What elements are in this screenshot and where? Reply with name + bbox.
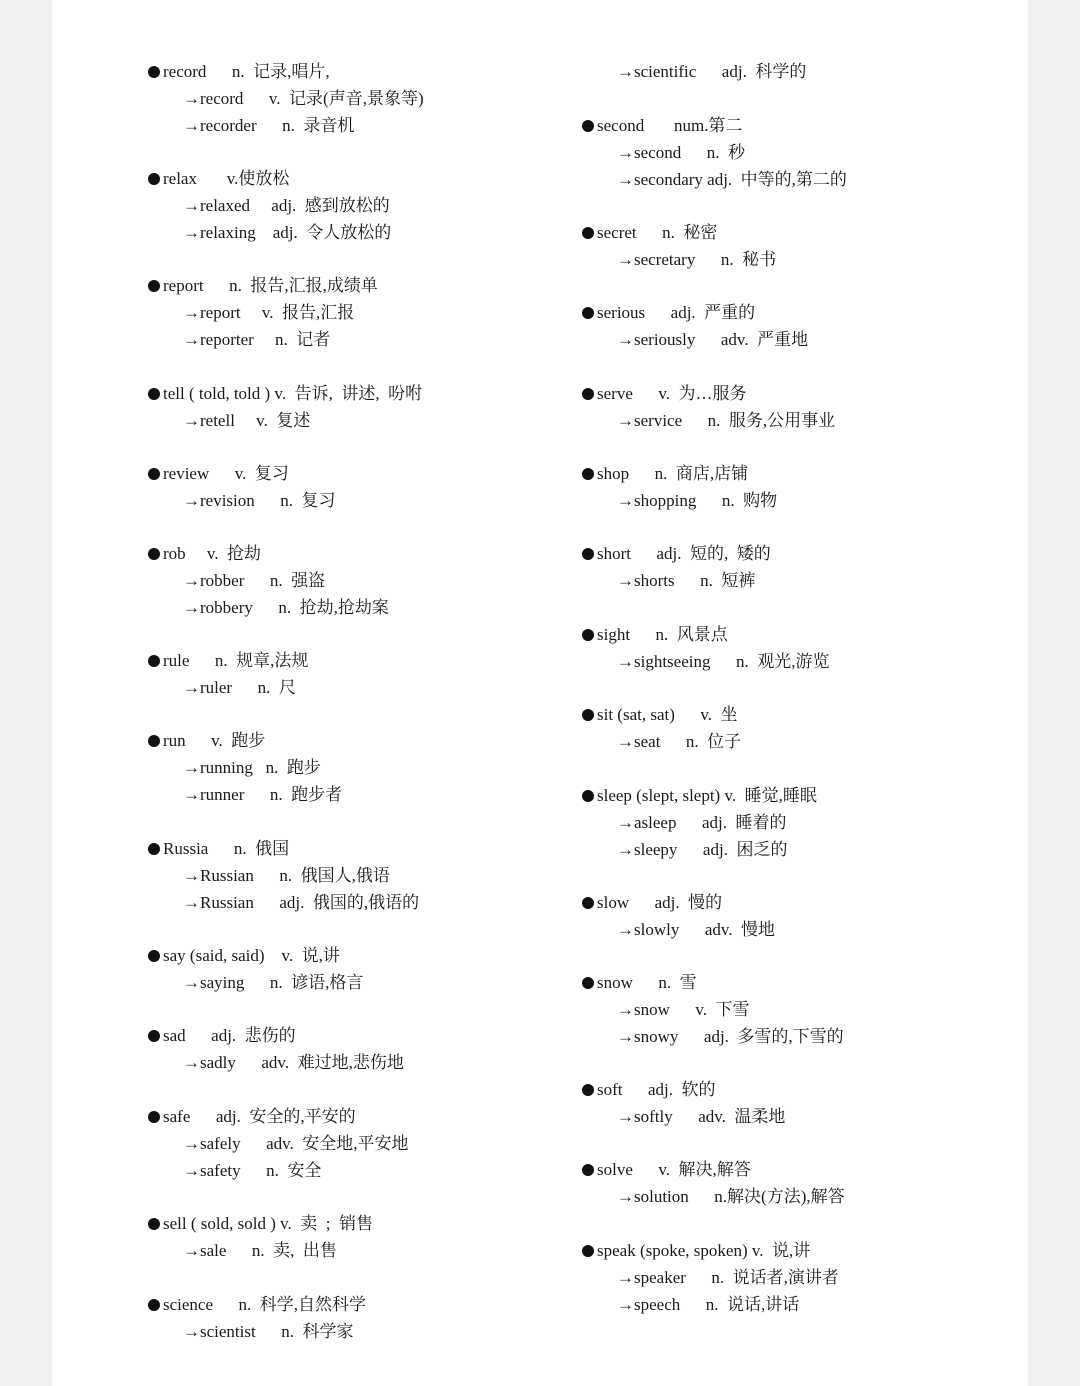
bullet-icon [148, 735, 160, 747]
entry-headword-line [148, 835, 568, 862]
entry-headword-line [582, 1237, 1002, 1264]
vocab-entry-rule [148, 647, 568, 701]
derived-word: →shopping n. 购物 [617, 491, 778, 510]
entry-headword-line [148, 1210, 568, 1237]
bullet-icon [582, 548, 594, 560]
entry-headword: sight n. 风景点 [597, 625, 728, 644]
vocab-entry-sit [582, 701, 1002, 755]
derived-word: →safety n. 安全 [183, 1161, 322, 1180]
bullet-icon [582, 307, 594, 319]
entry-headword: rob v. 抢劫 [163, 544, 262, 563]
bullet-icon [582, 227, 594, 239]
bullet-icon [148, 66, 160, 78]
entry-headword-line [582, 540, 1002, 567]
entry-headword: review v. 复习 [163, 464, 289, 483]
vocab-entry-speak [582, 1237, 1002, 1318]
vocab-entry-russia [148, 835, 568, 916]
entry-headword-line [582, 701, 1002, 728]
bullet-icon [148, 1111, 160, 1123]
derived-word: →safely adv. 安全地,平安地 [183, 1134, 409, 1153]
bullet-icon [148, 655, 160, 667]
bullet-icon [148, 1218, 160, 1230]
entry-headword-line [148, 1103, 568, 1130]
entry-headword-line [582, 219, 1002, 246]
vocab-entry-say [148, 942, 568, 996]
entry-headword-line [582, 380, 1002, 407]
bullet-icon [148, 843, 160, 855]
entry-headword: serve v. 为…服务 [597, 384, 747, 403]
entry-headword-line [148, 540, 568, 567]
entry-headword: slow adj. 慢的 [597, 893, 723, 912]
derived-word: →sadly adv. 难过地,悲伤地 [183, 1053, 404, 1072]
entry-headword-line [582, 782, 1002, 809]
vocab-entry-safe [148, 1103, 568, 1184]
derived-word: →shorts n. 短裤 [617, 571, 756, 590]
vocab-entry-review [148, 460, 568, 514]
entry-headword: say (said, said) v. 说,讲 [163, 946, 340, 965]
bullet-icon [148, 173, 160, 185]
entry-headword: sad adj. 悲伤的 [163, 1026, 296, 1045]
bullet-icon [582, 1245, 594, 1257]
derived-word: →sale n. 卖, 出售 [183, 1241, 337, 1260]
bullet-icon [148, 280, 160, 292]
derived-word: →recorder n. 录音机 [183, 116, 355, 135]
entry-headword: short adj. 短的, 矮的 [597, 544, 771, 563]
vocab-entry-sleep [582, 782, 1002, 863]
derived-word: →runner n. 跑步者 [183, 785, 343, 804]
entry-headword: snow n. 雪 [597, 973, 697, 992]
derived-word: →running n. 跑步 [183, 758, 321, 777]
vocab-entry-shop [582, 460, 1002, 514]
entry-headword: sleep (slept, slept) v. 睡觉,睡眠 [597, 786, 817, 805]
vocab-entry-scientific-continued [582, 58, 1002, 85]
entry-headword: sit (sat, sat) v. 坐 [597, 705, 738, 724]
entry-headword: secret n. 秘密 [597, 223, 718, 242]
derived-word: →service n. 服务,公用事业 [617, 411, 836, 430]
entry-headword: shop n. 商店,店铺 [597, 464, 749, 483]
derived-word: →secretary n. 秘书 [617, 250, 777, 269]
entry-headword-line [582, 969, 1002, 996]
derived-word: →revision n. 复习 [183, 491, 336, 510]
entry-headword: solve v. 解决,解答 [597, 1160, 751, 1179]
vocab-entry-short [582, 540, 1002, 594]
bullet-icon [582, 629, 594, 641]
entry-headword-line [148, 1022, 568, 1049]
bullet-icon [582, 897, 594, 909]
bullet-icon [148, 388, 160, 400]
entry-headword: rule n. 规章,法规 [163, 651, 309, 670]
vocab-entry-second [582, 112, 1002, 193]
entry-headword: Russia n. 俄国 [163, 839, 290, 858]
vocab-entry-relax [148, 165, 568, 246]
vocab-entry-solve [582, 1156, 1002, 1210]
vocab-entry-slow [582, 889, 1002, 943]
derived-word: →second n. 秒 [617, 143, 745, 162]
derived-word: →softly adv. 温柔地 [617, 1107, 786, 1126]
entry-headword-line [148, 58, 568, 85]
derived-word: →Russian adj. 俄国的,俄语的 [183, 893, 420, 912]
derived-word: →scientific adj. 科学的 [617, 62, 807, 81]
bullet-icon [148, 1030, 160, 1042]
derived-word: →secondary adj. 中等的,第二的 [617, 170, 847, 189]
derived-word: →retell v. 复述 [183, 411, 311, 430]
bullet-icon [582, 977, 594, 989]
entry-headword: sell ( sold, sold ) v. 卖 ; 销售 [163, 1214, 373, 1233]
derived-word: →sleepy adj. 困乏的 [617, 840, 788, 859]
derived-word: →snowy adj. 多雪的,下雪的 [617, 1027, 844, 1046]
entry-headword-line [582, 1156, 1002, 1183]
vocab-entry-soft [582, 1076, 1002, 1130]
entry-headword: relax v.使放松 [163, 169, 290, 188]
vocab-entry-report [148, 272, 568, 353]
entry-headword: speak (spoke, spoken) v. 说,讲 [597, 1241, 811, 1260]
bullet-icon [582, 388, 594, 400]
vocab-entry-record [148, 58, 568, 139]
vocab-entry-snow [582, 969, 1002, 1050]
entry-headword: tell ( told, told ) v. 告诉, 讲述, 吩咐 [163, 384, 423, 403]
derived-word: →solution n.解决(方法),解答 [617, 1187, 845, 1206]
vocab-entry-serve [582, 380, 1002, 434]
bullet-icon [582, 120, 594, 132]
derived-word: →seat n. 位子 [617, 732, 742, 751]
derived-word: →sightseeing n. 观光,游览 [617, 652, 830, 671]
entry-headword-line [148, 1291, 568, 1318]
vocab-entry-science [148, 1291, 568, 1345]
vocab-entry-serious [582, 299, 1002, 353]
entry-headword: science n. 科学,自然科学 [163, 1295, 367, 1314]
derived-word: →robbery n. 抢劫,抢劫案 [183, 598, 389, 617]
entry-headword-line [148, 647, 568, 674]
entry-headword-line [148, 380, 568, 407]
derived-word: →relaxed adj. 感到放松的 [183, 196, 390, 215]
derived-word: →record v. 记录(声音,景象等) [183, 89, 424, 108]
entry-headword-line [582, 460, 1002, 487]
bullet-icon [148, 468, 160, 480]
entry-headword: second num.第二 [597, 116, 743, 135]
derived-word: →speaker n. 说话者,演讲者 [617, 1268, 839, 1287]
derived-word: →saying n. 谚语,格言 [183, 973, 364, 992]
entry-headword: safe adj. 安全的,平安的 [163, 1107, 356, 1126]
derived-word: →snow v. 下雪 [617, 1000, 750, 1019]
derived-word: →slowly adv. 慢地 [617, 920, 776, 939]
bullet-icon [148, 1299, 160, 1311]
entry-headword: report n. 报告,汇报,成绩单 [163, 276, 378, 295]
bullet-icon [582, 709, 594, 721]
derived-word: →seriously adv. 严重地 [617, 330, 809, 349]
bullet-icon [582, 1164, 594, 1176]
entry-headword: serious adj. 严重的 [597, 303, 756, 322]
derived-word: →Russian n. 俄国人,俄语 [183, 866, 390, 885]
derived-word: →report v. 报告,汇报 [183, 303, 355, 322]
entry-headword-line [148, 272, 568, 299]
derived-word: →robber n. 强盗 [183, 571, 326, 590]
derived-word: →relaxing adj. 令人放松的 [183, 223, 392, 242]
entry-headword-line [148, 727, 568, 754]
entry-headword-line [582, 299, 1002, 326]
entry-headword-line [582, 621, 1002, 648]
vocab-entry-rob [148, 540, 568, 621]
entry-headword-line [148, 942, 568, 969]
entry-headword: run v. 跑步 [163, 731, 266, 750]
derived-word: →speech n. 说话,讲话 [617, 1295, 800, 1314]
vocab-entry-secret [582, 219, 1002, 273]
derived-word: →asleep adj. 睡着的 [617, 813, 787, 832]
entry-headword-line [582, 889, 1002, 916]
bullet-icon [582, 790, 594, 802]
derived-word: →reporter n. 记者 [183, 330, 331, 349]
entry-headword: soft adj. 软的 [597, 1080, 716, 1099]
entry-headword: record n. 记录,唱片, [163, 62, 330, 81]
entry-headword-line [582, 1076, 1002, 1103]
derived-word: →ruler n. 尺 [183, 678, 296, 697]
bullet-icon [582, 468, 594, 480]
vocab-entry-run [148, 727, 568, 808]
entry-headword-line [148, 460, 568, 487]
derived-word: →scientist n. 科学家 [183, 1322, 354, 1341]
vocab-entry-sell [148, 1210, 568, 1264]
vocab-entry-tell [148, 380, 568, 434]
entry-headword-line [582, 112, 1002, 139]
vocab-entry-sight [582, 621, 1002, 675]
bullet-icon [148, 548, 160, 560]
entry-headword-line [148, 165, 568, 192]
vocab-entry-sad [148, 1022, 568, 1076]
bullet-icon [148, 950, 160, 962]
bullet-icon [582, 1084, 594, 1096]
